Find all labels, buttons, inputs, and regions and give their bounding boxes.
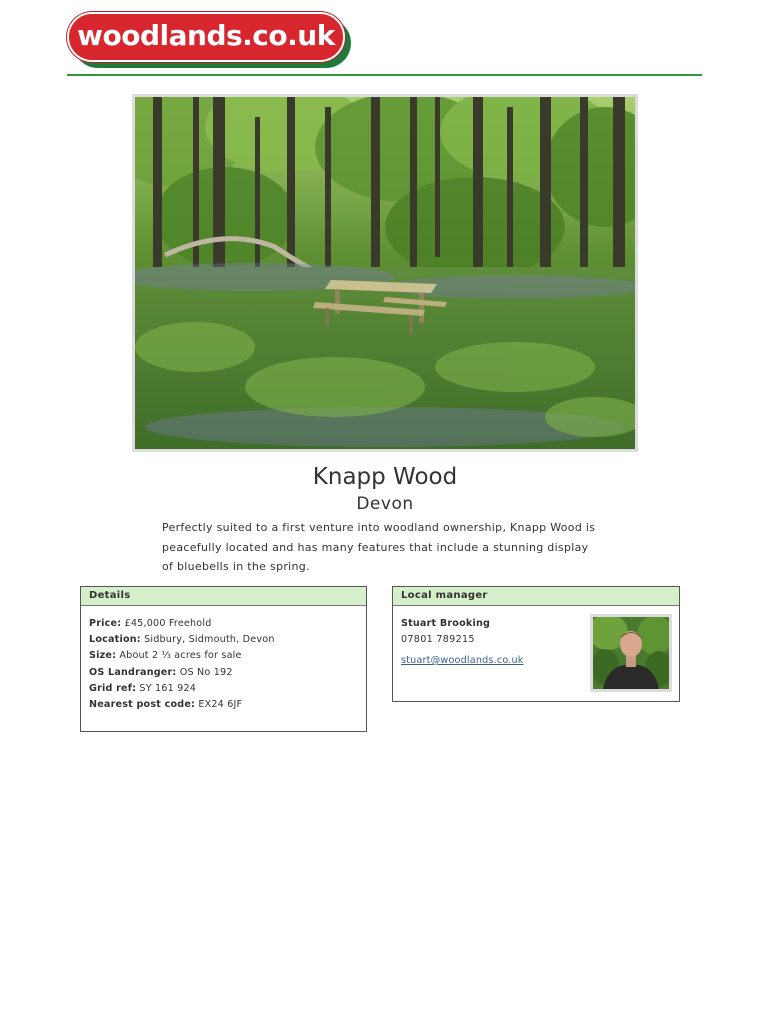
detail-label: Grid ref:	[89, 682, 137, 694]
detail-row-location	[89, 632, 366, 648]
woodland-photo	[132, 94, 638, 452]
manager-info	[401, 616, 524, 669]
detail-label: Location:	[89, 634, 141, 646]
detail-row-post-code	[89, 697, 366, 713]
manager-email-link[interactable]: stuart@woodlands.co.uk	[401, 655, 524, 666]
detail-row-price	[89, 616, 366, 632]
details-panel	[80, 586, 367, 732]
listing-region: Devon	[356, 494, 414, 514]
site-logo[interactable]	[67, 12, 351, 70]
detail-row-grid-ref	[89, 681, 366, 697]
details-list	[81, 606, 366, 713]
logo-text: woodlands.co.uk	[77, 19, 335, 52]
header-divider	[67, 74, 702, 76]
detail-label: OS Landranger:	[89, 666, 177, 678]
detail-value: EX24 6JF	[198, 699, 243, 711]
detail-value: £45,000 Freehold	[124, 618, 212, 629]
listing-title: Knapp Wood	[312, 464, 458, 490]
manager-heading: Local manager	[393, 587, 679, 606]
detail-row-os-landranger	[89, 665, 366, 681]
manager-photo-illustration	[593, 617, 669, 689]
detail-value: About 2 ⅓ acres for sale	[119, 650, 242, 662]
detail-label: Size:	[89, 650, 117, 662]
detail-label: Nearest post code:	[89, 699, 196, 711]
detail-value: Sidbury, Sidmouth, Devon	[144, 634, 275, 646]
manager-name: Stuart Brooking	[401, 618, 491, 629]
details-heading: Details	[81, 587, 366, 606]
listing-description: Perfectly suited to a first venture into woodland ownership, Knapp Wood is peacefully located and has many features that include a stunning display of bluebells in the spring.	[162, 521, 596, 573]
local-manager-panel	[392, 586, 680, 702]
woodland-photo-illustration	[135, 97, 635, 449]
detail-value: OS No 192	[179, 666, 233, 678]
detail-row-size	[89, 648, 366, 664]
detail-value: SY 161 924	[139, 682, 197, 694]
manager-avatar	[590, 614, 672, 692]
detail-label: Price:	[89, 618, 122, 629]
manager-phone: 07801 789215	[401, 634, 475, 645]
